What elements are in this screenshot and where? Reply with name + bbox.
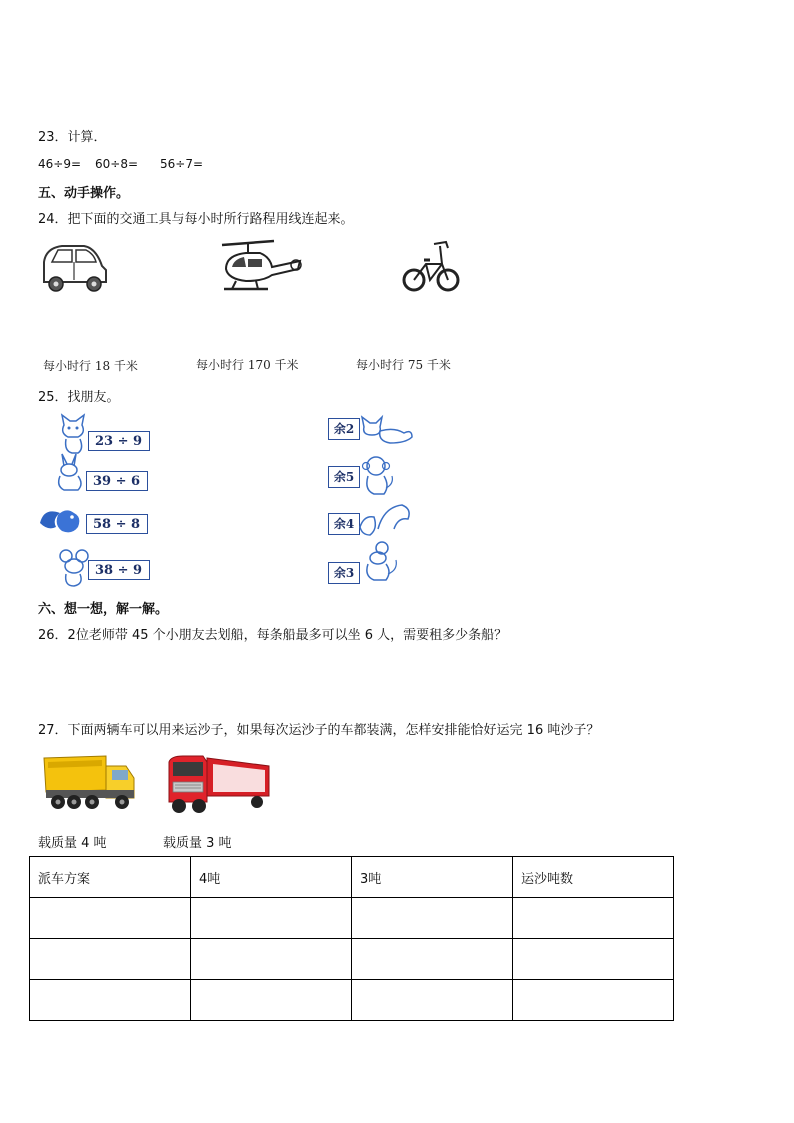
- truck-load-label-1: 载质量 4 吨: [38, 836, 107, 851]
- section-5-heading: 五、动手操作。: [38, 186, 130, 201]
- table-cell[interactable]: [513, 939, 674, 980]
- dispatch-plan-table: [29, 856, 674, 1021]
- q27-title: 27．下面两辆车可以用来运沙子，如果每次运沙子的车都装满，怎样安排能恰好运完 16 吨沙子？: [38, 723, 600, 738]
- table-cell[interactable]: [352, 898, 513, 939]
- q25-title: 25．找朋友。: [38, 390, 120, 405]
- squirrel-outline-icon: [354, 499, 414, 539]
- table-header-cell: 3吨: [352, 857, 513, 898]
- car-icon: [38, 240, 110, 296]
- speed-label-1: 每小时行 18 千米: [43, 359, 138, 373]
- monkey-icon: [360, 454, 396, 496]
- table-row: [30, 980, 674, 1021]
- speed-label-2: 每小时行 170 千米: [196, 358, 299, 372]
- rabbit-icon: [52, 452, 88, 492]
- bicycle-icon: [402, 236, 460, 298]
- table-row: [30, 898, 674, 939]
- remainder-card-2: 余5: [328, 466, 360, 488]
- calc-item-1: 46÷9=: [38, 157, 82, 171]
- q24-title: 24．把下面的交通工具与每小时所行路程用线连起来。: [38, 212, 354, 227]
- table-cell[interactable]: [513, 898, 674, 939]
- section-6-heading: 六、想一想，解一解。: [38, 602, 169, 617]
- calc-item-3: 56÷7=: [160, 157, 204, 171]
- table-cell[interactable]: [191, 980, 352, 1021]
- table-header-cell: 派车方案: [30, 857, 191, 898]
- calc-item-2: 60÷8=: [95, 157, 139, 171]
- expression-card-1: 23 ÷ 9: [88, 431, 150, 451]
- speed-label-3: 每小时行 75 千米: [356, 358, 451, 372]
- table-cell[interactable]: [352, 939, 513, 980]
- fox-icon: [360, 413, 414, 447]
- remainder-card-4: 余3: [328, 562, 360, 584]
- remainder-card-3: 余4: [328, 513, 360, 535]
- table-cell[interactable]: [513, 980, 674, 1021]
- table-cell[interactable]: [30, 898, 191, 939]
- mouse-icon: [58, 548, 90, 588]
- table-cell[interactable]: [30, 980, 191, 1021]
- table-header-cell: 运沙吨数: [513, 857, 674, 898]
- q23-title: 23．计算．: [38, 130, 107, 145]
- helicopter-icon: [218, 237, 302, 297]
- table-header-cell: 4吨: [191, 857, 352, 898]
- expression-card-4: 38 ÷ 9: [88, 560, 150, 580]
- semi-truck-icon: [165, 752, 271, 816]
- table-cell[interactable]: [352, 980, 513, 1021]
- truck-load-label-2: 载质量 3 吨: [163, 836, 232, 851]
- table-cell[interactable]: [191, 939, 352, 980]
- expression-card-3: 58 ÷ 8: [86, 514, 148, 534]
- table-header-row: [30, 857, 674, 898]
- dump-truck-icon: [42, 752, 138, 816]
- remainder-card-1: 余2: [328, 418, 360, 440]
- mouse-outline-icon: [360, 540, 400, 582]
- cat-icon: [58, 413, 88, 455]
- table-cell[interactable]: [191, 898, 352, 939]
- expression-card-2: 39 ÷ 6: [86, 471, 148, 491]
- table-row: [30, 939, 674, 980]
- q26-title: 26．2位老师带 45 个小朋友去划船，每条船最多可以坐 6 人，需要租多少条船？: [38, 628, 508, 643]
- table-cell[interactable]: [30, 939, 191, 980]
- squirrel-icon: [38, 503, 88, 537]
